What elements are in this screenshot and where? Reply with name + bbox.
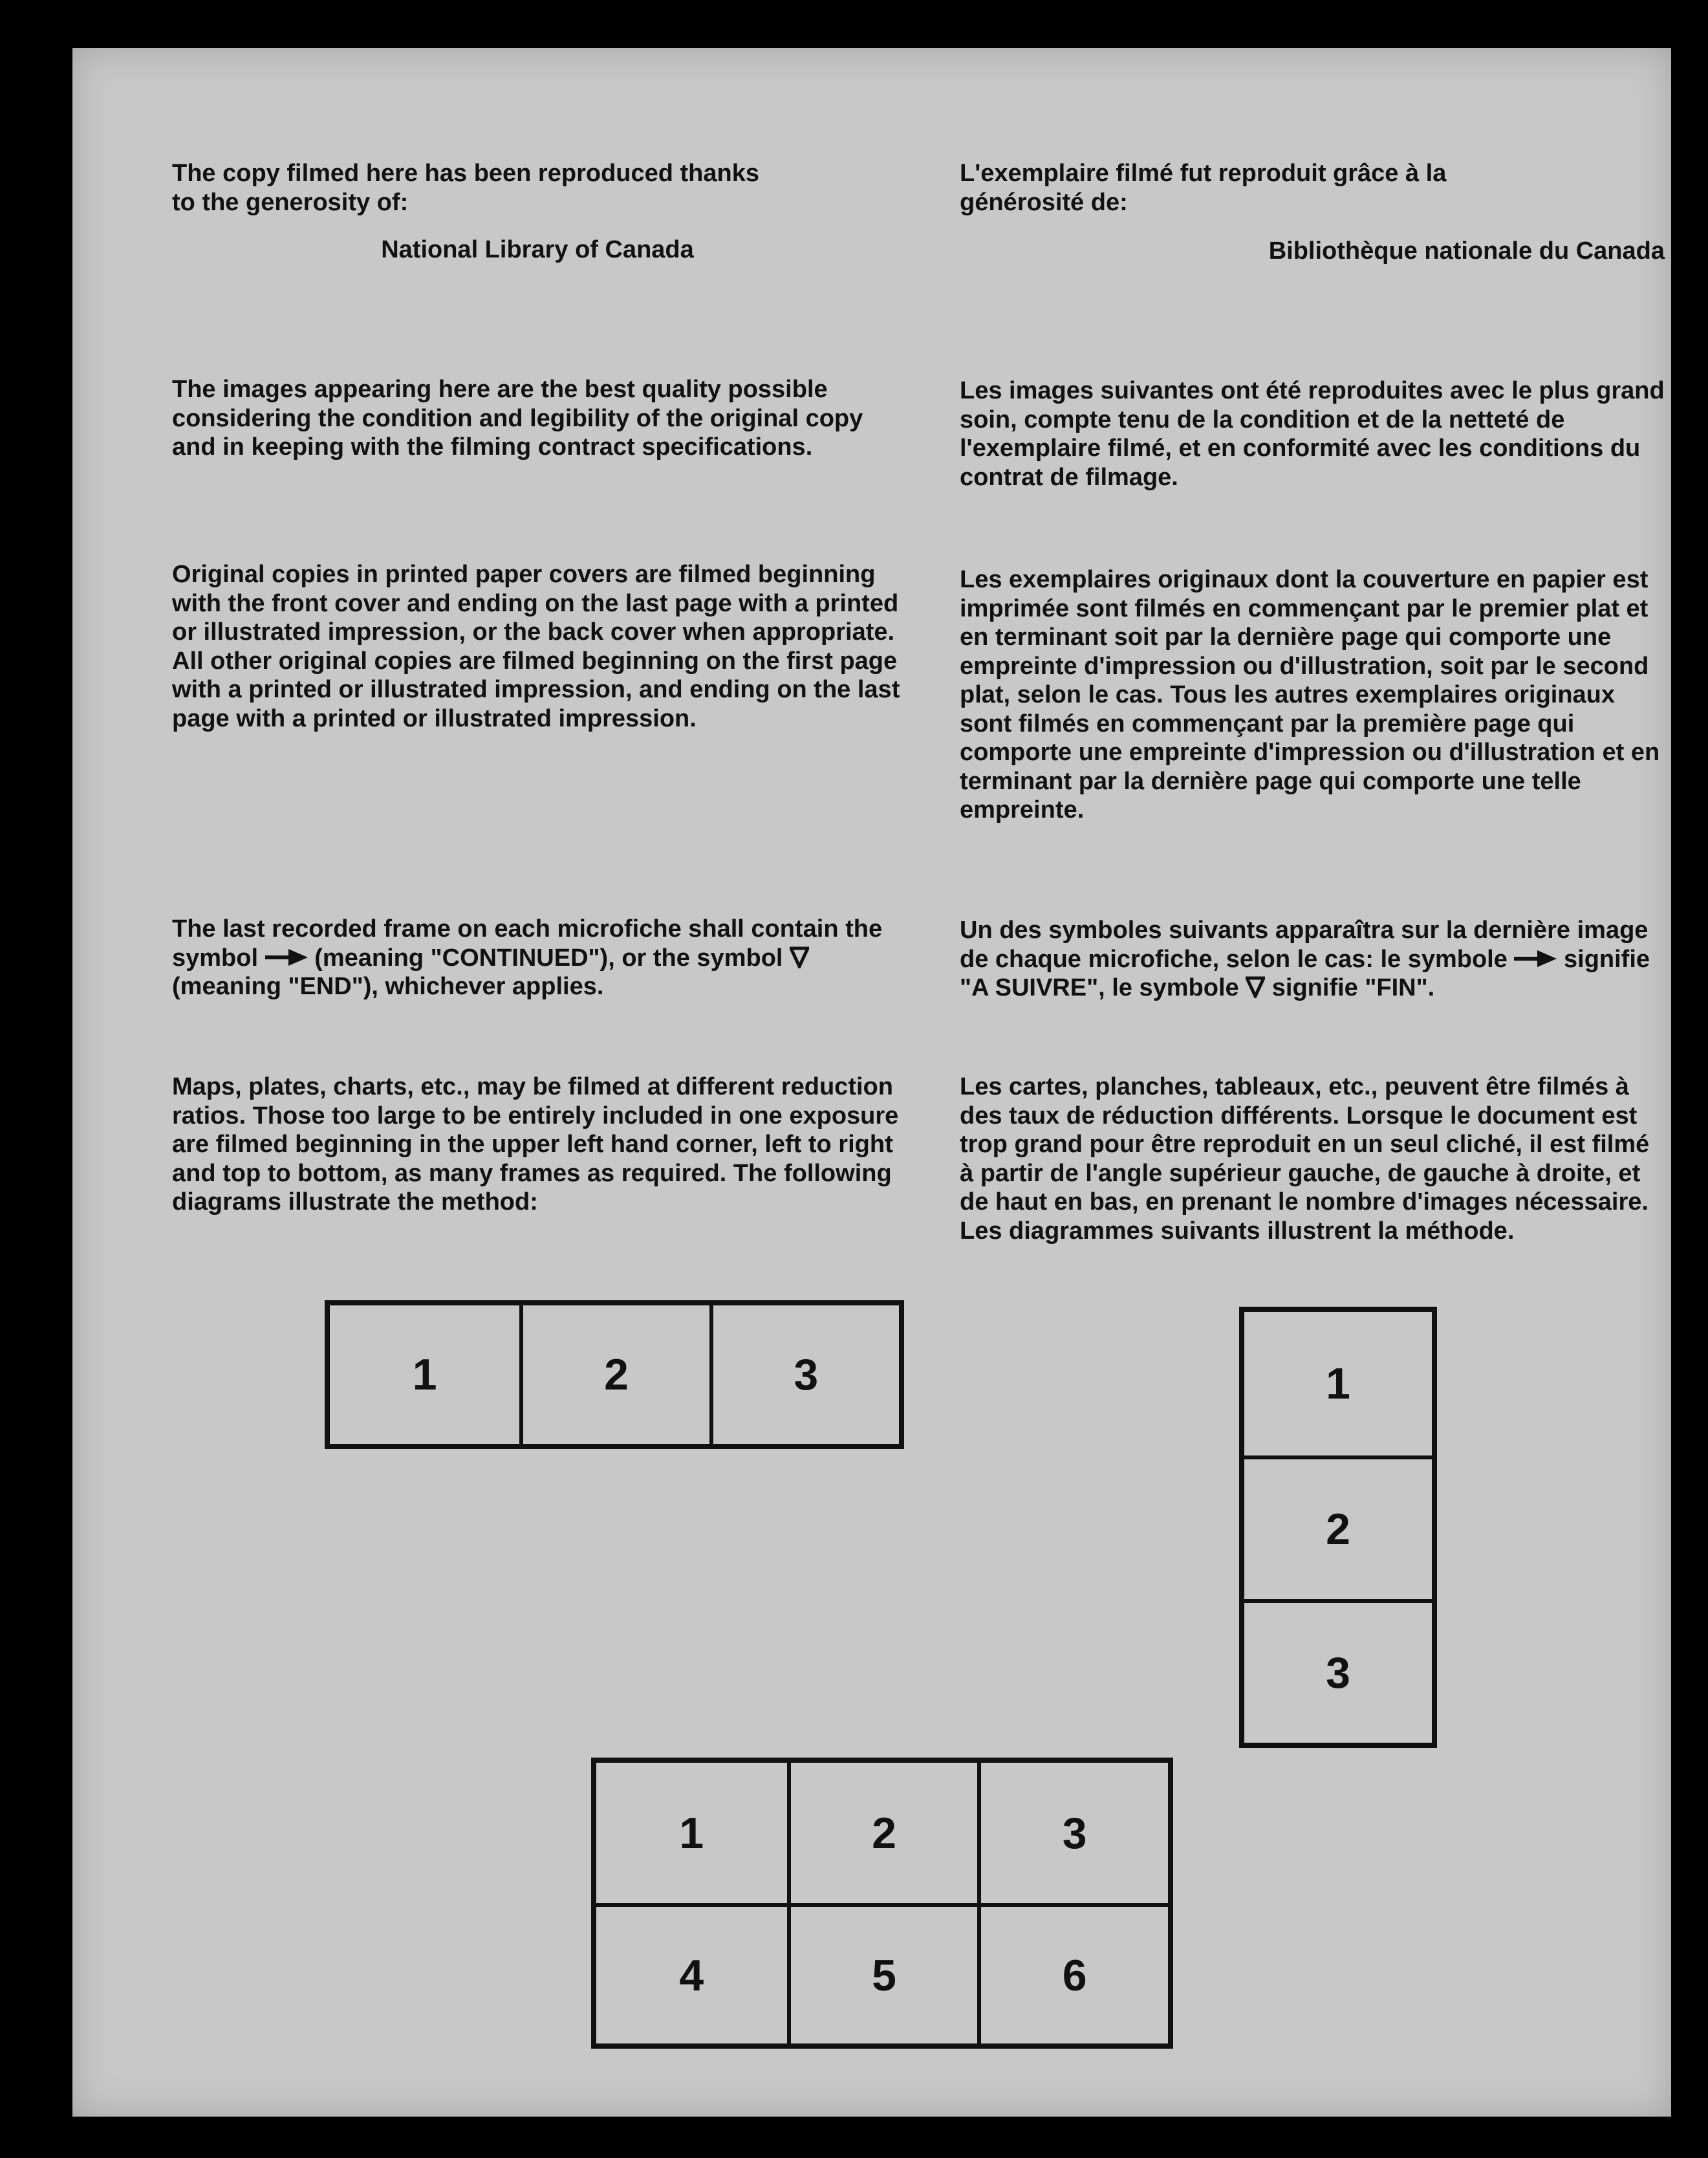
en-credit-line-2: to the generosity of: xyxy=(172,188,409,216)
frame-cell: 2 xyxy=(787,1763,978,1903)
fr-symbols-text-c: signifie "FIN". xyxy=(1271,974,1435,1001)
fr-credit-line-1: L'exemplaire filmé fut reproduit grâce à la xyxy=(960,160,1447,187)
en-symbols-text-a: The last recorded frame on each microfiche shall contain the symbol xyxy=(172,915,883,972)
frame-cell: 1 xyxy=(412,1350,437,1399)
frame-cell: 1 xyxy=(1326,1359,1350,1408)
fr-maps-paragraph: Les cartes, planches, tableaux, etc., peuvent être filmés à des taux de réduction différents. Lorsque le document est trop grand pour être reproduit en un seul cliché, il est filmé à partir de l'angle supérieur gauche, de gauche à droite, et de haut en bas, en prenant le nombre d'images nécessaire. Les diagrammes suivants illustrent la méthode. xyxy=(960,1073,1650,1245)
en-symbols-text-b: (meaning "CONTINUED"), or the symbol xyxy=(314,944,783,972)
end-triangle-icon xyxy=(790,946,809,968)
frame-cell: 4 xyxy=(596,1903,787,2044)
en-symbols-paragraph xyxy=(172,915,903,1001)
en-symbols-text-c: (meaning "END"), whichever applies. xyxy=(172,973,604,1000)
fr-symbols-text-b: signifie "A SUIVRE", le symbole xyxy=(960,945,1650,1001)
horizontal-frames-diagram xyxy=(325,1300,904,1449)
frame-cell: 5 xyxy=(787,1903,978,2044)
fr-credit-line-2: générosité de: xyxy=(960,188,1128,216)
en-credit-intro xyxy=(172,159,903,217)
en-covers-paragraph: Original copies in printed paper covers are filmed beginning with the front cover and ending on the last page with a printed or illustrated impression, or the back cover when appropriate. All other original copies are filmed beginning on the first page with a printed or illustrated impression, and ending on the last page with a printed or illustrated impression. xyxy=(172,561,900,732)
en-library-name: National Library of Canada xyxy=(381,236,694,263)
en-credit-line-1: The copy filmed here has been reproduced thanks xyxy=(172,160,760,187)
end-triangle-icon xyxy=(1246,976,1265,998)
vertical-frames-diagram xyxy=(1239,1307,1437,1748)
frame-cell: 6 xyxy=(977,1903,1168,2044)
frame-cell: 1 xyxy=(679,1808,704,1858)
filmed-page xyxy=(72,48,1671,2117)
fr-credit-intro xyxy=(960,159,1665,217)
en-quality-paragraph: The images appearing here are the best quality possible considering the condition and legibility of the original copy and in keeping with the filming contract specifications. xyxy=(172,376,863,461)
fr-symbols-paragraph xyxy=(960,916,1665,1003)
continued-arrow-icon xyxy=(1514,946,1557,971)
frame-cell: 2 xyxy=(519,1305,709,1444)
frame-cell: 3 xyxy=(1244,1599,1432,1743)
continued-arrow-icon xyxy=(265,945,308,970)
grid-frames-diagram xyxy=(591,1758,1173,2049)
frame-cell: 3 xyxy=(709,1305,899,1444)
fr-symbols-text-a: Un des symboles suivants apparaîtra sur la dernière image de chaque microfiche, selon le cas: le symbole xyxy=(960,917,1649,973)
frame-cell: 3 xyxy=(977,1763,1168,1903)
fr-quality-paragraph: Les images suivantes ont été reproduites avec le plus grand soin, compte tenu de la condition et de la netteté de l'exemplaire filmé, et en conformité avec les conditions du contrat de filmage. xyxy=(960,377,1665,491)
fr-library-name: Bibliothèque nationale du Canada xyxy=(1268,237,1665,265)
fr-covers-paragraph: Les exemplaires originaux dont la couverture en papier est imprimée sont filmés en commençant par le premier plat et en terminant soit par la dernière page qui comporte une empreinte d'impression ou d'illustration, soit par le second plat, selon le cas. Tous les autres exemplaires originaux sont filmés en commençant par la première page qui comporte une empreinte d'impression ou d'illustration et en terminant par la dernière page qui comporte une telle empreinte. xyxy=(960,566,1660,823)
frame-cell: 2 xyxy=(1244,1455,1432,1599)
en-maps-paragraph: Maps, plates, charts, etc., may be filmed at different reduction ratios. Those too large to be entirely included in one exposure are filmed beginning in the upper left hand corner, left to right and top to bottom, as many frames as required. The following diagrams illustrate the method: xyxy=(172,1073,899,1215)
